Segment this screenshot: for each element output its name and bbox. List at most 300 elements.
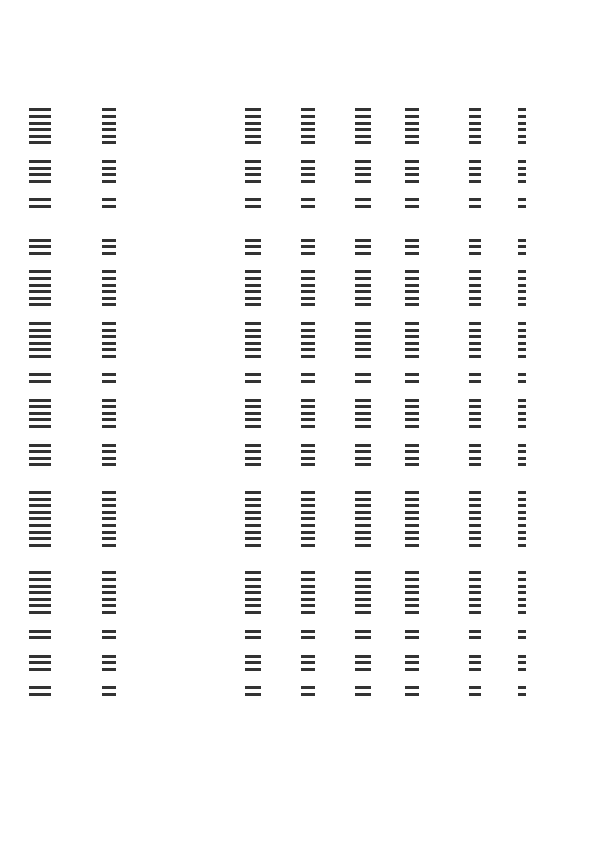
- row-cell: [29, 516, 51, 523]
- row-cell: [245, 120, 261, 127]
- table-row: [29, 107, 569, 114]
- row-cell: [245, 542, 261, 549]
- row-cell: [405, 404, 419, 411]
- row-cell: [245, 628, 261, 635]
- price-block: [29, 210, 569, 257]
- row-cell: [301, 442, 315, 449]
- row-cell: [245, 204, 261, 211]
- row-cell: [355, 178, 371, 185]
- row-cell: [518, 159, 526, 166]
- row-cell: [29, 455, 51, 462]
- row-cell: [518, 685, 526, 692]
- table-row: [29, 347, 569, 354]
- row-cell: [355, 140, 371, 147]
- row-cell: [469, 282, 481, 289]
- row-cell: [102, 496, 116, 503]
- table-row: [29, 529, 569, 536]
- row-cell: [355, 596, 371, 603]
- price-block: [29, 430, 569, 468]
- row-cell: [102, 289, 116, 296]
- row-cell: [245, 334, 261, 341]
- row-cell: [355, 197, 371, 204]
- row-cell: [102, 244, 116, 251]
- row-cell: [301, 372, 315, 379]
- row-cell: [245, 107, 261, 114]
- row-cell: [245, 577, 261, 584]
- row-cell: [518, 302, 526, 309]
- row-cell: [102, 269, 116, 276]
- row-cell: [29, 172, 51, 179]
- row-cell: [405, 583, 419, 590]
- row-cell: [102, 404, 116, 411]
- row-cell: [469, 685, 481, 692]
- row-cell: [405, 114, 419, 121]
- row-cell: [518, 379, 526, 386]
- row-cell: [245, 660, 261, 667]
- row-cell: [469, 334, 481, 341]
- row-cell: [301, 269, 315, 276]
- price-block: [29, 641, 569, 673]
- row-cell: [469, 114, 481, 121]
- table-row: [29, 462, 569, 469]
- row-cell: [245, 172, 261, 179]
- row-cell: [301, 250, 315, 257]
- row-cell: [469, 204, 481, 211]
- row-cell: [469, 276, 481, 283]
- row-cell: [102, 503, 116, 510]
- row-cell: [469, 503, 481, 510]
- row-cell: [102, 609, 116, 616]
- row-cell: [355, 372, 371, 379]
- row-cell: [405, 496, 419, 503]
- table-row: [29, 685, 569, 692]
- row-cell: [405, 197, 419, 204]
- row-cell: [245, 289, 261, 296]
- row-cell: [469, 269, 481, 276]
- row-cell: [29, 590, 51, 597]
- table-row: [29, 590, 569, 597]
- row-cell: [355, 282, 371, 289]
- table-body: [29, 86, 569, 698]
- row-cell: [469, 609, 481, 616]
- row-cell: [29, 250, 51, 257]
- table-row: [29, 496, 569, 503]
- row-cell: [405, 276, 419, 283]
- row-cell: [518, 133, 526, 140]
- row-cell: [29, 577, 51, 584]
- row-cell: [355, 523, 371, 530]
- row-cell: [405, 204, 419, 211]
- row-cell: [301, 609, 315, 616]
- row-cell: [355, 397, 371, 404]
- row-cell: [29, 114, 51, 121]
- row-cell: [29, 410, 51, 417]
- row-cell: [469, 320, 481, 327]
- row-cell: [355, 410, 371, 417]
- row-cell: [245, 295, 261, 302]
- row-cell: [102, 666, 116, 673]
- row-cell: [29, 397, 51, 404]
- row-cell: [102, 583, 116, 590]
- row-cell: [405, 628, 419, 635]
- row-cell: [469, 172, 481, 179]
- row-cell: [469, 353, 481, 360]
- row-cell: [518, 583, 526, 590]
- row-cell: [518, 347, 526, 354]
- row-cell: [405, 692, 419, 699]
- row-cell: [301, 653, 315, 660]
- price-block: [29, 257, 569, 309]
- row-cell: [102, 628, 116, 635]
- row-cell: [405, 289, 419, 296]
- row-cell: [102, 334, 116, 341]
- row-cell: [29, 603, 51, 610]
- row-cell: [469, 496, 481, 503]
- row-cell: [301, 490, 315, 497]
- row-cell: [29, 635, 51, 642]
- row-cell: [102, 114, 116, 121]
- row-cell: [518, 172, 526, 179]
- row-cell: [355, 455, 371, 462]
- row-cell: [355, 509, 371, 516]
- table-row: [29, 424, 569, 431]
- row-cell: [518, 590, 526, 597]
- table-header: [29, 46, 569, 86]
- row-cell: [245, 496, 261, 503]
- row-cell: [405, 237, 419, 244]
- row-cell: [29, 596, 51, 603]
- row-cell: [102, 523, 116, 530]
- row-cell: [29, 269, 51, 276]
- row-cell: [355, 570, 371, 577]
- row-cell: [301, 603, 315, 610]
- row-cell: [102, 327, 116, 334]
- row-cell: [355, 120, 371, 127]
- row-cell: [102, 660, 116, 667]
- row-cell: [29, 583, 51, 590]
- row-cell: [355, 424, 371, 431]
- row-cell: [102, 379, 116, 386]
- table-row: [29, 503, 569, 510]
- table-row: [29, 372, 569, 379]
- row-cell: [518, 529, 526, 536]
- row-cell: [301, 178, 315, 185]
- row-cell: [102, 410, 116, 417]
- row-cell: [301, 660, 315, 667]
- row-cell: [301, 172, 315, 179]
- row-cell: [355, 250, 371, 257]
- table-row: [29, 334, 569, 341]
- row-cell: [469, 178, 481, 185]
- row-cell: [301, 635, 315, 642]
- row-cell: [29, 237, 51, 244]
- table-row: [29, 628, 569, 635]
- row-cell: [405, 107, 419, 114]
- table-row: [29, 340, 569, 347]
- row-cell: [301, 628, 315, 635]
- row-cell: [469, 516, 481, 523]
- row-cell: [102, 197, 116, 204]
- row-cell: [469, 397, 481, 404]
- row-cell: [102, 529, 116, 536]
- row-cell: [245, 397, 261, 404]
- row-cell: [29, 295, 51, 302]
- row-cell: [301, 523, 315, 530]
- row-cell: [29, 197, 51, 204]
- row-cell: [518, 165, 526, 172]
- row-cell: [102, 536, 116, 543]
- row-cell: [301, 570, 315, 577]
- row-cell: [245, 523, 261, 530]
- row-cell: [469, 596, 481, 603]
- table-row: [29, 204, 569, 211]
- row-cell: [301, 127, 315, 134]
- row-cell: [301, 496, 315, 503]
- row-cell: [355, 635, 371, 642]
- row-cell: [102, 397, 116, 404]
- row-cell: [469, 462, 481, 469]
- row-cell: [469, 289, 481, 296]
- row-cell: [301, 692, 315, 699]
- price-block: [29, 86, 569, 147]
- row-cell: [102, 577, 116, 584]
- row-cell: [301, 197, 315, 204]
- row-cell: [245, 666, 261, 673]
- row-cell: [29, 417, 51, 424]
- row-cell: [405, 653, 419, 660]
- row-cell: [102, 685, 116, 692]
- row-cell: [102, 165, 116, 172]
- row-cell: [301, 404, 315, 411]
- row-cell: [355, 204, 371, 211]
- row-cell: [301, 133, 315, 140]
- row-cell: [405, 523, 419, 530]
- row-cell: [301, 590, 315, 597]
- row-cell: [29, 276, 51, 283]
- row-cell: [29, 379, 51, 386]
- row-cell: [245, 140, 261, 147]
- row-cell: [518, 449, 526, 456]
- table-row: [29, 653, 569, 660]
- table-row: [29, 666, 569, 673]
- row-cell: [301, 140, 315, 147]
- table-row: [29, 282, 569, 289]
- row-cell: [355, 404, 371, 411]
- row-cell: [245, 353, 261, 360]
- row-cell: [518, 490, 526, 497]
- row-cell: [301, 114, 315, 121]
- row-cell: [245, 536, 261, 543]
- row-cell: [405, 449, 419, 456]
- row-cell: [518, 197, 526, 204]
- table-row: [29, 127, 569, 134]
- row-cell: [102, 692, 116, 699]
- row-cell: [301, 509, 315, 516]
- table-row: [29, 327, 569, 334]
- row-cell: [355, 442, 371, 449]
- row-cell: [469, 490, 481, 497]
- row-cell: [518, 424, 526, 431]
- row-cell: [405, 269, 419, 276]
- row-cell: [29, 490, 51, 497]
- row-cell: [102, 449, 116, 456]
- row-cell: [405, 334, 419, 341]
- price-block: [29, 616, 569, 641]
- row-cell: [102, 204, 116, 211]
- row-cell: [355, 609, 371, 616]
- row-cell: [355, 276, 371, 283]
- row-cell: [301, 347, 315, 354]
- row-cell: [469, 635, 481, 642]
- row-cell: [355, 334, 371, 341]
- row-cell: [518, 204, 526, 211]
- row-cell: [469, 442, 481, 449]
- row-cell: [518, 289, 526, 296]
- row-cell: [405, 244, 419, 251]
- row-cell: [245, 490, 261, 497]
- row-cell: [102, 635, 116, 642]
- row-cell: [102, 353, 116, 360]
- row-cell: [355, 542, 371, 549]
- table-row: [29, 302, 569, 309]
- row-cell: [245, 379, 261, 386]
- table-row: [29, 603, 569, 610]
- row-cell: [469, 295, 481, 302]
- row-cell: [29, 462, 51, 469]
- row-cell: [29, 282, 51, 289]
- table-row: [29, 237, 569, 244]
- row-cell: [29, 529, 51, 536]
- row-cell: [245, 503, 261, 510]
- row-cell: [245, 269, 261, 276]
- row-cell: [405, 250, 419, 257]
- row-cell: [102, 490, 116, 497]
- row-cell: [245, 133, 261, 140]
- row-cell: [469, 449, 481, 456]
- row-cell: [301, 327, 315, 334]
- table-row: [29, 276, 569, 283]
- table-row: [29, 353, 569, 360]
- table-row: [29, 660, 569, 667]
- row-cell: [518, 334, 526, 341]
- row-cell: [245, 529, 261, 536]
- row-cell: [469, 404, 481, 411]
- row-cell: [469, 570, 481, 577]
- row-cell: [102, 455, 116, 462]
- row-cell: [518, 603, 526, 610]
- price-block: [29, 308, 569, 360]
- row-cell: [469, 120, 481, 127]
- row-cell: [301, 282, 315, 289]
- row-cell: [469, 603, 481, 610]
- row-cell: [518, 462, 526, 469]
- row-cell: [405, 127, 419, 134]
- row-cell: [469, 666, 481, 673]
- table-row: [29, 165, 569, 172]
- row-cell: [301, 302, 315, 309]
- row-cell: [29, 127, 51, 134]
- row-cell: [518, 516, 526, 523]
- row-cell: [405, 120, 419, 127]
- table-row: [29, 269, 569, 276]
- table-row: [29, 596, 569, 603]
- row-cell: [245, 692, 261, 699]
- row-cell: [301, 529, 315, 536]
- row-cell: [518, 635, 526, 642]
- row-cell: [245, 347, 261, 354]
- row-cell: [29, 570, 51, 577]
- row-cell: [355, 237, 371, 244]
- row-cell: [102, 320, 116, 327]
- row-cell: [405, 666, 419, 673]
- row-cell: [102, 462, 116, 469]
- row-cell: [469, 372, 481, 379]
- row-cell: [29, 302, 51, 309]
- row-cell: [245, 178, 261, 185]
- row-cell: [245, 244, 261, 251]
- row-cell: [405, 320, 419, 327]
- row-cell: [469, 577, 481, 584]
- row-cell: [29, 660, 51, 667]
- price-block: [29, 185, 569, 210]
- price-block: [29, 147, 569, 185]
- table-row: [29, 289, 569, 296]
- row-cell: [102, 347, 116, 354]
- table-row: [29, 120, 569, 127]
- row-cell: [405, 509, 419, 516]
- row-cell: [29, 542, 51, 549]
- row-cell: [518, 250, 526, 257]
- row-cell: [405, 140, 419, 147]
- row-cell: [301, 596, 315, 603]
- row-cell: [301, 410, 315, 417]
- row-cell: [102, 295, 116, 302]
- price-block: [29, 549, 569, 616]
- row-cell: [355, 628, 371, 635]
- table-row: [29, 516, 569, 523]
- row-cell: [102, 653, 116, 660]
- row-cell: [355, 165, 371, 172]
- row-cell: [355, 114, 371, 121]
- row-cell: [355, 379, 371, 386]
- row-cell: [29, 372, 51, 379]
- row-cell: [29, 509, 51, 516]
- row-cell: [301, 204, 315, 211]
- table-row: [29, 172, 569, 179]
- table-row: [29, 542, 569, 549]
- row-cell: [355, 462, 371, 469]
- table-row: [29, 140, 569, 147]
- price-block: [29, 385, 569, 430]
- row-cell: [405, 340, 419, 347]
- row-cell: [29, 327, 51, 334]
- row-cell: [245, 590, 261, 597]
- row-cell: [355, 133, 371, 140]
- row-cell: [102, 250, 116, 257]
- row-cell: [405, 295, 419, 302]
- row-cell: [301, 244, 315, 251]
- row-cell: [518, 509, 526, 516]
- table-row: [29, 159, 569, 166]
- row-cell: [518, 178, 526, 185]
- row-cell: [355, 529, 371, 536]
- row-cell: [29, 353, 51, 360]
- row-cell: [301, 276, 315, 283]
- row-cell: [355, 666, 371, 673]
- table-row: [29, 635, 569, 642]
- row-cell: [469, 107, 481, 114]
- row-cell: [469, 542, 481, 549]
